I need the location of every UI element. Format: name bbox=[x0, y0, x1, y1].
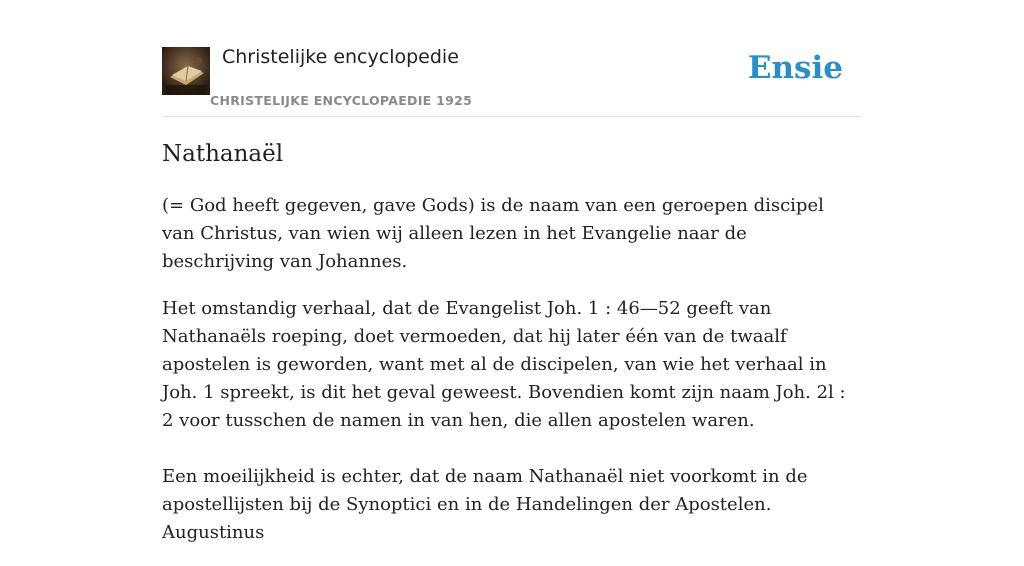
article-title: Nathanaël bbox=[162, 141, 284, 167]
site-title[interactable]: Christelijke encyclopedie bbox=[222, 46, 459, 68]
article-paragraph: Een moeilijkheid is echter, dat de naam Nathanaël niet voorkomt in de apostellijsten bij de Synoptici en in de Handelingen der Apostelen. Augustinus bbox=[162, 466, 808, 543]
site-subtitle[interactable]: CHRISTELIJKE ENCYCLOPAEDIE 1925 bbox=[210, 93, 473, 108]
article-paragraph: (= God heeft gegeven, gave Gods) is de naam van een geroepen discipel van Christus, van wien wij alleen lezen in het Evangelie naar de beschrijving van Johannes. bbox=[162, 195, 824, 272]
ensie-logo-link[interactable]: Ensie bbox=[747, 50, 843, 86]
book-photo-icon bbox=[162, 47, 210, 95]
avatar[interactable] bbox=[162, 47, 210, 95]
article-paragraph: Het omstandig verhaal, dat de Evangelist Joh. 1 : 46—52 geeft van Nathanaëls roeping, doet vermoeden, dat hij later één van de twaalf apostelen is geworden, want met al de discipelen, van wie het verhaal in Joh. 1 spreekt, is dit het geval geweest. Bovendien komt zijn naam Joh. 2l : 2 voor tusschen de namen in van hen, die allen apostelen waren. bbox=[162, 298, 846, 431]
article bbox=[162, 138, 862, 566]
site-header bbox=[162, 46, 862, 117]
